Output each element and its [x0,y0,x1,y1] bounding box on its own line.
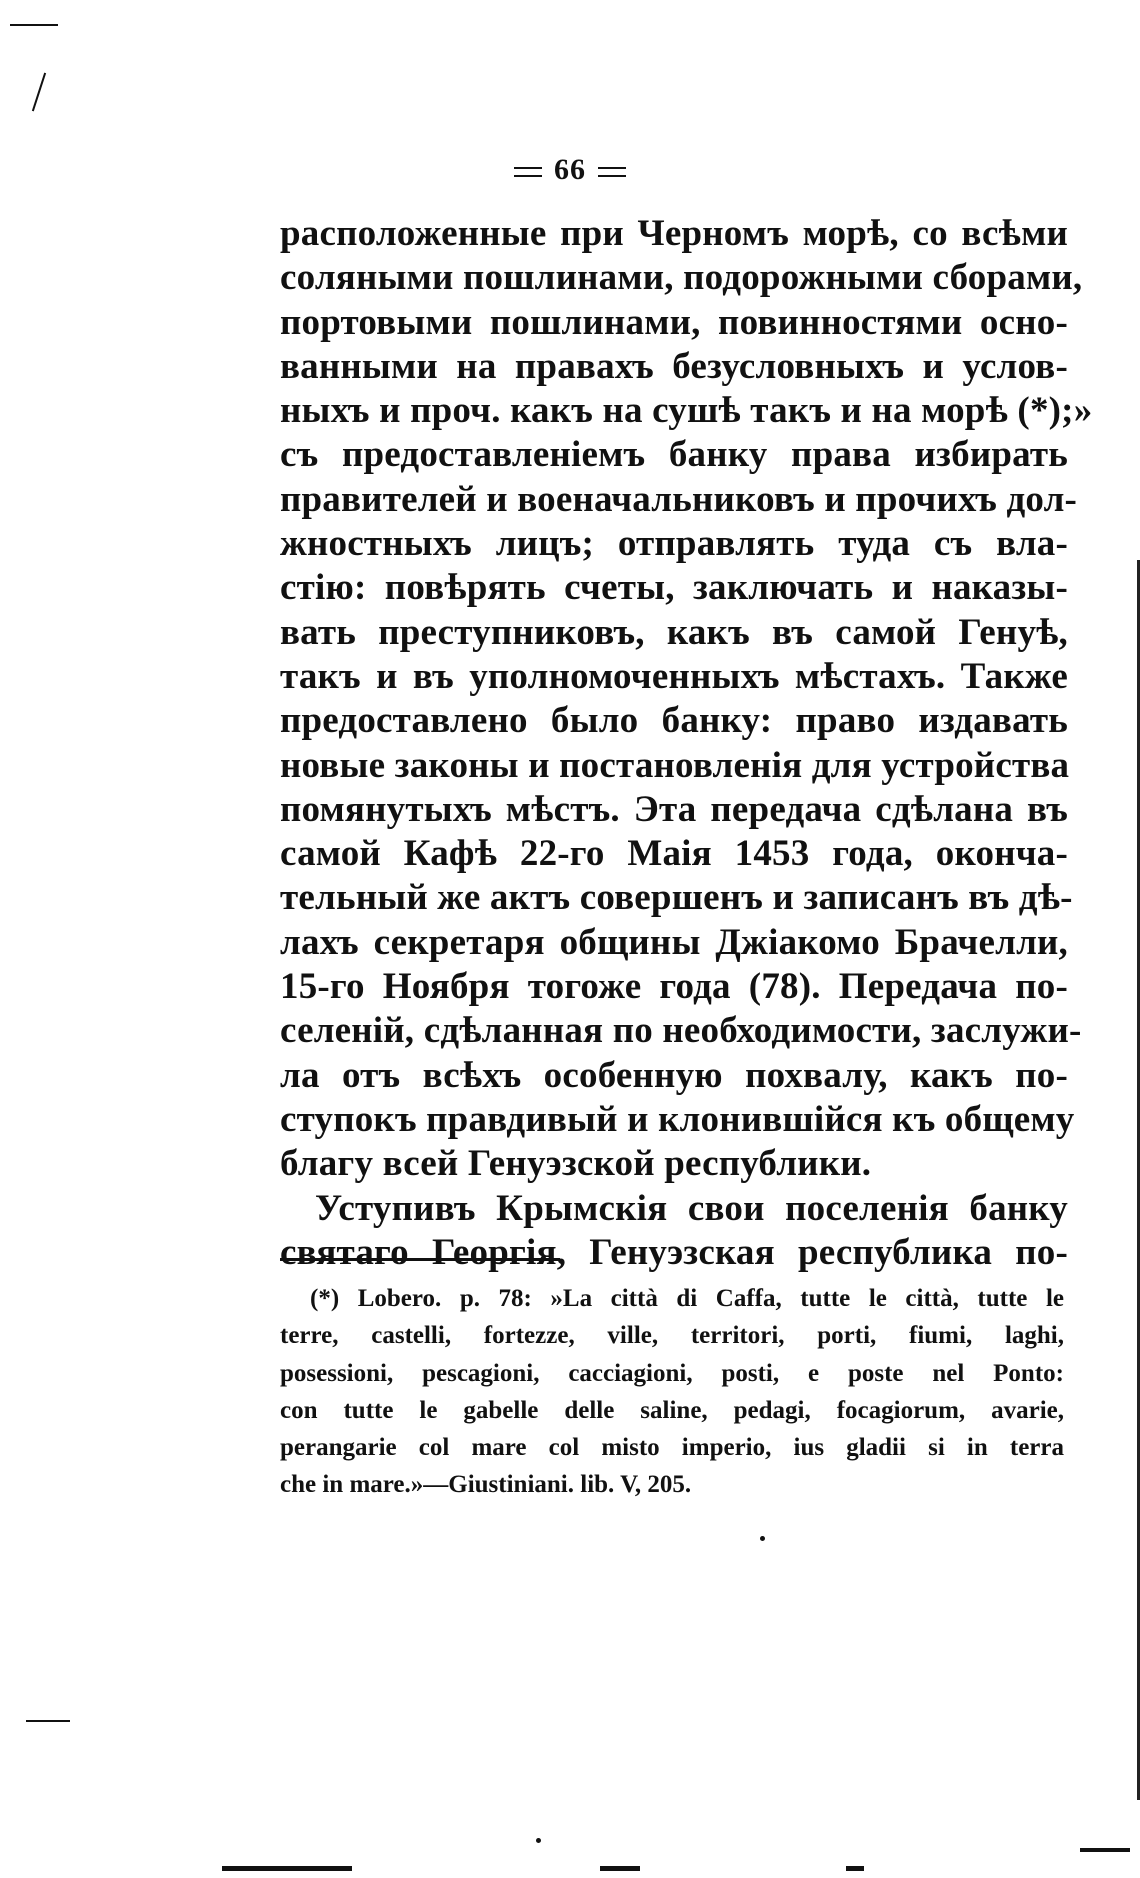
scan-mark-bottom-mid [600,1866,640,1871]
text-line: ла отъ всѣхъ особенную похвалу, какъ по- [280,1054,1068,1096]
footnote-separator [280,1258,560,1261]
text-line: ванными на правахъ безусловныхъ и услов- [280,345,1068,387]
scan-dot [536,1838,541,1843]
text-line: ныхъ и проч. какъ на сушѣ такъ и на морѣ (*);» [280,390,1093,432]
page-number-header [0,150,1140,190]
footnote-line: (*) Lobero. p. 78: »La città di Caffa, tutte le città, tutte le [310,1285,1064,1312]
main-text-block [280,212,1093,1275]
text-line: расположенные при Черномъ морѣ, со всѣми [280,213,1068,254]
text-line: стію: повѣрять счеты, заключать и наказы- [280,567,1068,609]
text-line: правителей и военачальниковъ и прочихъ дол- [280,478,1078,520]
text-line: съ предоставленіемъ банку права избирать [280,434,1068,476]
scan-mark-top-left [10,24,58,26]
text-line: селеній, сдѣланная по необходимости, заслужи- [280,1010,1082,1052]
text-line: благу всей Генуэзской республики. [280,1143,872,1185]
text-line: Уступивъ Крымскія свои поселенія банку [315,1187,1068,1229]
text-line: тельный же актъ совершенъ и записанъ въ дѣ- [280,877,1073,919]
text-line: ступокъ правдивый и клонившійся къ общему [280,1098,1075,1140]
text-line: самой Кафѣ 22-го Маія 1453 года, оконча- [280,833,1068,875]
page-number: 66 [554,153,586,186]
footnote-line: con tutte le gabelle delle saline, pedagi, focagiorum, avarie, [280,1396,1064,1424]
text-line: такъ и въ уполномоченныхъ мѣстахъ. Также [280,655,1068,697]
footnote-line: posessioni, pescagioni, cacciagioni, posti, e poste nel Ponto: [280,1359,1064,1387]
ornament-rule-left [514,167,542,177]
text-line: портовыми пошлинами, повинностями осно- [280,301,1068,343]
text-line: соляными пошлинами, подорожными сборами, [280,257,1083,299]
scan-mark-bottom-left [222,1866,352,1871]
footnote-line: terre, castelli, fortezze, ville, territori, porti, fiumi, laghi, [280,1322,1064,1350]
scan-mark-bottom-right-2 [1080,1848,1130,1852]
text-line: святаго Георгія, Генуэзская республика по- [280,1231,1068,1273]
text-line: 15-го Ноября тогоже года (78). Передача по- [280,966,1068,1008]
footnote-block [280,1280,1064,1504]
text-line: помянутыхъ мѣстъ. Эта передача сдѣлана въ [280,788,1068,830]
footnote-line: che in mare.»—Giustiniani. lib. V, 205. [280,1471,692,1499]
text-line: вать преступниковъ, какъ въ самой Генуѣ, [280,611,1068,653]
scan-mark-top-left-stroke [32,73,46,112]
ornament-rule-right [598,167,626,177]
text-line: предоставлено было банку: право издавать [280,700,1068,742]
scan-dot [760,1536,765,1541]
scan-mark-left-dash [26,1720,70,1722]
text-line: жностныхъ лицъ; отправлять туда съ вла- [280,523,1068,565]
scan-mark-bottom-right [846,1866,864,1871]
footnote-line: perangarie col mare col misto imperio, ius gladii si in terra [280,1434,1064,1462]
text-line: лахъ секретаря общины Джіакомо Брачелли, [280,921,1068,963]
text-line: новые законы и постановленія для устройства [280,744,1070,786]
